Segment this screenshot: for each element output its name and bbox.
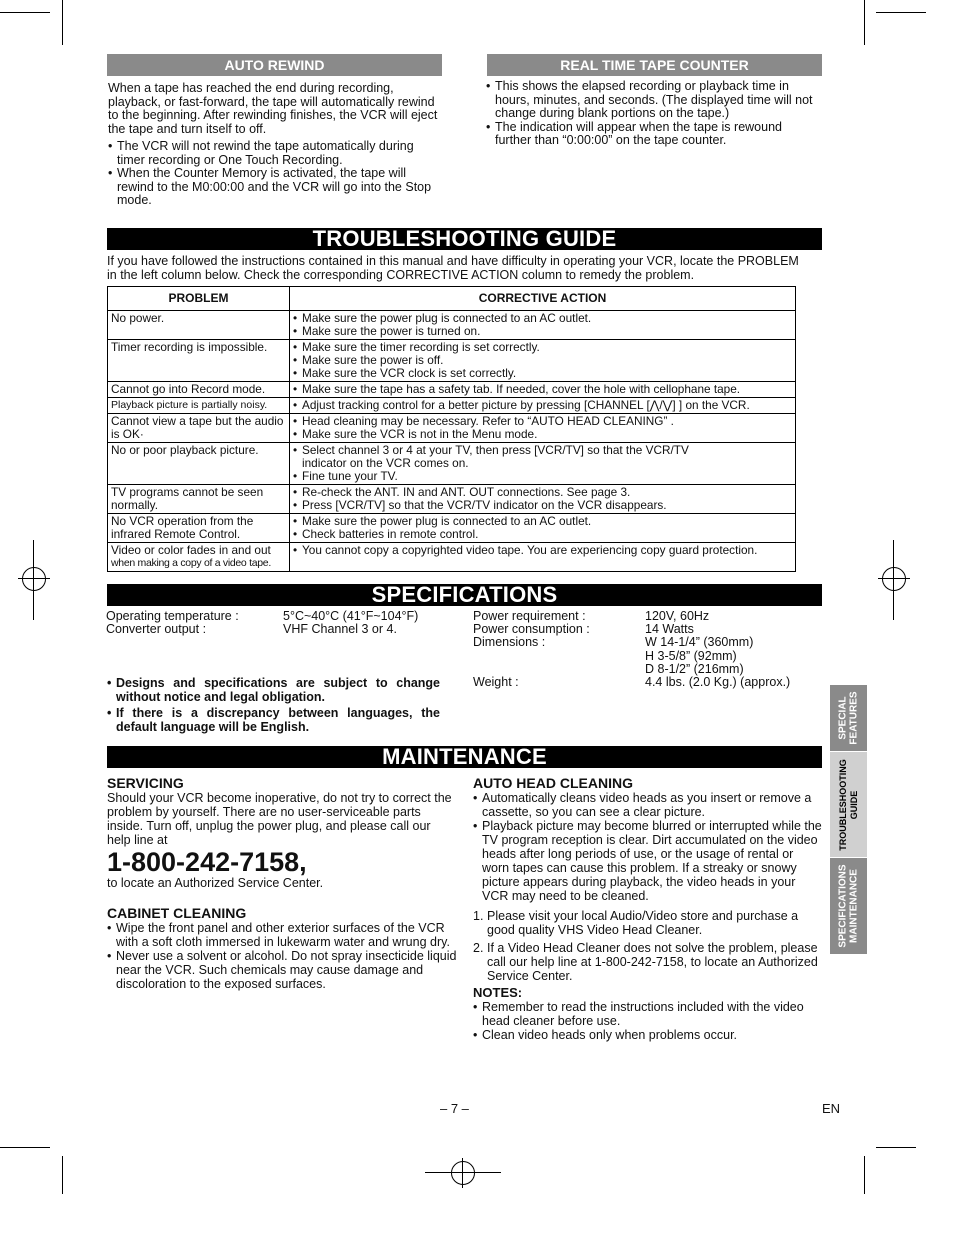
problem-cell: Cannot view a tape but the audio is OK· [108, 414, 290, 443]
troubleshooting-heading: TROUBLESHOOTING GUIDE [107, 228, 822, 250]
table-row [108, 514, 796, 543]
head-cleaning-section [473, 775, 823, 1042]
tab-label: SPECIAL [837, 696, 849, 740]
action-cell [290, 514, 796, 543]
crop-mark [864, 0, 865, 45]
side-tab-special-features[interactable] [830, 685, 867, 751]
list-item: • You cannot copy a copyrighted video tape. You are experiencing copy guard protection. [293, 544, 792, 557]
list-item: • Make sure the VCR clock is set correctly. [293, 367, 792, 380]
list-item [473, 941, 823, 983]
tab-label: SPECIFICATIONS [837, 864, 849, 948]
list-item: • Wipe the front panel and other exterior surfaces of the VCR with a soft cloth immersed in lukewarm water and wrung dry. [107, 921, 457, 949]
notes-title: NOTES: [473, 985, 523, 1000]
specifications-heading: SPECIFICATIONS [107, 584, 822, 606]
table-row [108, 485, 796, 514]
servicing-after: to locate an Authorized Service Center. [107, 876, 324, 890]
list-item: • Fine tune your TV. [293, 470, 792, 483]
list-item: • Press [VCR/TV] so that the VCR/TV indicator on the VCR disappears. [293, 499, 792, 512]
list-item: • Designs and specifications are subject to change without notice and legal obligation. [107, 677, 440, 704]
list-item: • Make sure the power plug is connected to an AC outlet. [293, 515, 792, 528]
registration-mark [22, 567, 46, 591]
action-cell [290, 414, 796, 443]
side-tab-specifications[interactable] [830, 858, 867, 954]
table-row [108, 543, 796, 572]
language-code: EN [822, 1101, 841, 1116]
action-cell [290, 543, 796, 572]
list-item: • Select channel 3 or 4 at your TV, then press [VCR/TV] so that the VCR/TV indicator on the VCR comes on. [293, 444, 732, 470]
page-number: – 7 – [440, 1101, 469, 1116]
registration-mark [882, 567, 906, 591]
maintenance-heading: MAINTENANCE [107, 746, 822, 768]
list-item: • Check batteries in remote control. [293, 528, 792, 541]
tape-counter-body [486, 80, 816, 148]
auto-rewind-intro: When a tape has reached the end during recording, playback, or fast-forward, the tape will automatically rewind to the beginning. After rewinding finishes, the VCR will eject the tape and turn itself to off. [108, 81, 438, 136]
list-item: • Make sure the power is off. [293, 354, 792, 367]
action-cell [290, 398, 796, 414]
crop-mark [876, 1147, 916, 1148]
list-item: • This shows the elapsed recording or playback time in hours, minutes, and seconds. (The displayed time will not change during blank portions on the tape.) [486, 80, 816, 121]
troubleshooting-intro: If you have followed the instructions contained in this manual and have difficulty in operating your VCR, locate the PROBLEM in the left column below. Check the corresponding CORRECTIVE ACTION column to remedy the problem. [107, 254, 799, 282]
troubleshooting-table [107, 286, 796, 572]
crop-mark [864, 1156, 865, 1194]
spec-value: 5°C~40°C (41°F~104°F) [283, 609, 419, 623]
step-number: 2. [473, 941, 484, 955]
step-text: Please visit your local Audio/Video store and purchase a good quality VHS Video Head Cleaner. [487, 909, 799, 937]
spec-label: Operating temperature : [106, 609, 239, 623]
list-item: • Clean video heads only when problems occur. [473, 1028, 823, 1042]
tab-label: FEATURES [848, 691, 860, 745]
column-header-action: CORRECTIVE ACTION [290, 287, 796, 311]
problem-cell: Cannot go into Record mode. [108, 382, 290, 398]
spec-value: D 8-1/2” (216mm) [645, 661, 744, 676]
table-row [108, 443, 796, 485]
tab-label: MAINTENANCE [848, 869, 860, 943]
crop-mark [0, 1147, 50, 1148]
spec-value: 14 Watts [645, 622, 694, 637]
tab-label: GUIDE [848, 790, 859, 819]
spec-label [473, 650, 645, 663]
table-header-row [108, 287, 796, 311]
registration-mark [451, 1161, 475, 1185]
problem-cell: No VCR operation from the infrared Remote Control. [108, 514, 290, 543]
auto-rewind-heading: AUTO REWIND [107, 54, 442, 76]
list-item: • Playback picture may become blurred or interrupted while the TV program reception is clear. Dirt accumulated on the video heads after long periods of use, or the usage of rental or worn tapes can cause this problem. If a streaky or snowy picture appears during playback, the video heads in your VCR may need to be cleaned. [473, 819, 823, 903]
head-cleaning-title: AUTO HEAD CLEANING [473, 775, 633, 791]
spec-value: W 14-1/4” (360mm) [645, 635, 754, 650]
problem-text: when making a copy of a video tape. [111, 557, 271, 569]
table-row [108, 340, 796, 382]
spec-value: VHF Channel 3 or 4. [283, 622, 397, 637]
problem-cell: TV programs cannot be seen normally. [108, 485, 290, 514]
tab-label: TROUBLESHOOTING [837, 758, 848, 851]
problem-cell: No or poor playback picture. [108, 443, 290, 485]
problem-cell: Timer recording is impossible. [108, 340, 290, 382]
step-number: 1. [473, 909, 484, 923]
spec-value: 4.4 lbs. (2.0 Kg.) (approx.) [645, 675, 791, 690]
problem-cell [108, 543, 290, 572]
auto-rewind-body [108, 82, 438, 208]
cabinet-cleaning-title: CABINET CLEANING [107, 904, 247, 921]
spec-notes [107, 677, 440, 734]
column-header-problem: PROBLEM [108, 287, 290, 311]
list-item: • If there is a discrepancy between languages, the default language will be English. [107, 707, 440, 734]
tape-counter-heading: REAL TIME TAPE COUNTER [487, 54, 822, 76]
list-item: • The VCR will not rewind the tape automatically during timer recording or One Touch Recording. [108, 140, 438, 167]
action-cell [290, 443, 796, 485]
table-row [108, 311, 796, 340]
table-row [108, 414, 796, 443]
spec-row [473, 676, 823, 689]
servicing-text: Should your VCR become inoperative, do not try to correct the problem by yourself. There are no user-serviceable parts inside. Turn off, unplug the power plug, and please call our help line at [107, 791, 452, 847]
problem-cell: Playback picture is partially noisy. [108, 398, 290, 414]
spec-label: Weight : [473, 675, 519, 690]
crop-mark [876, 12, 926, 13]
list-item: • Never use a solvent or alcohol. Do not spray insecticide liquid near the VCR. Such chemicals may cause damage and discoloration to the exposed surfaces. [107, 949, 457, 991]
list-item: • Adjust tracking control for a better picture by pressing [CHANNEL [⋀/⋁] ] on the VCR. [293, 399, 792, 412]
list-item: • Make sure the tape has a safety tab. If needed, cover the hole with cellophane tape. [293, 383, 792, 396]
list-item: • Make sure the VCR is not in the Menu mode. [293, 428, 792, 441]
crop-mark [62, 1156, 63, 1194]
list-item [473, 909, 823, 937]
table-row [108, 398, 796, 414]
list-item: • Head cleaning may be necessary. Refer to “AUTO HEAD CLEANING” . [293, 415, 792, 428]
spec-row [473, 636, 823, 649]
list-item: • Remember to read the instructions included with the video head cleaner before use. [473, 1000, 823, 1028]
list-item: • When the Counter Memory is activated, the tape will rewind to the M0:00:00 and the VCR will go into the Stop mode. [108, 167, 438, 208]
spec-value: H 3-5/8” (92mm) [645, 648, 737, 663]
spec-right [473, 610, 823, 689]
action-cell [290, 382, 796, 398]
problem-cell: No power. [108, 311, 290, 340]
side-tab-troubleshooting[interactable] [830, 752, 867, 857]
action-cell [290, 485, 796, 514]
servicing-section [107, 775, 457, 991]
crop-mark [0, 12, 50, 13]
table-row [108, 382, 796, 398]
action-cell [290, 340, 796, 382]
list-item: • Make sure the power is turned on. [293, 325, 792, 338]
spec-row [106, 623, 466, 636]
list-item: • Re-check the ANT. IN and ANT. OUT connections. See page 3. [293, 486, 792, 499]
spec-left [106, 610, 466, 636]
step-text: If a Video Head Cleaner does not solve the problem, please call our help line at 1-800-242-7158, to locate an Authorized Service Center. [487, 941, 818, 983]
list-item: • Automatically cleans video heads as you insert or remove a cassette, so you can see a clear picture. [473, 791, 823, 819]
list-item: • Make sure the timer recording is set correctly. [293, 341, 792, 354]
spec-row [473, 650, 823, 663]
spec-label: Converter output : [106, 622, 207, 637]
spec-value: 120V, 60Hz [645, 609, 710, 623]
problem-text: Video or color fades in and out [111, 543, 271, 557]
spec-label: Power consumption : [473, 622, 590, 637]
spec-label: Dimensions : [473, 635, 546, 650]
list-item: • The indication will appear when the tape is rewound further than “0:00:00” on the tape counter. [486, 121, 816, 148]
spec-label: Power requirement : [473, 609, 586, 623]
action-cell [290, 311, 796, 340]
crop-mark [62, 0, 63, 45]
list-item: • Make sure the power plug is connected to an AC outlet. [293, 312, 792, 325]
servicing-title: SERVICING [107, 775, 184, 791]
help-line-number: 1-800-242-7158, [107, 847, 307, 877]
